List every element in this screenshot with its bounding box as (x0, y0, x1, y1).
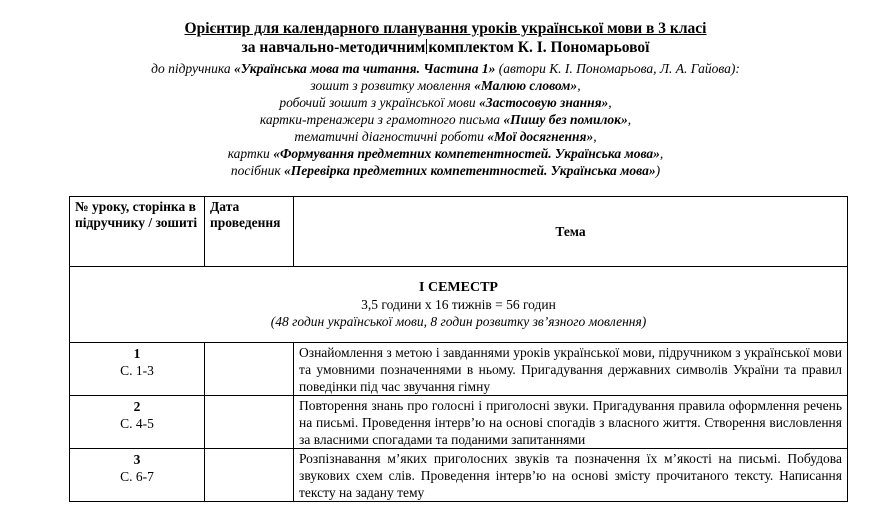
material-title: «Застосовую знання» (478, 95, 609, 110)
lesson-theme: Ознайомлення з метою і завданнями уроків української мови, підручником з української мови та умовними позначеннями в ньому. Пригадування державних символів України та правил поведінки під час звучання гімну (299, 345, 842, 394)
text: , (659, 146, 664, 161)
text: посібник (230, 163, 285, 178)
lesson-date-cell[interactable] (205, 449, 294, 502)
text: робочий зошит з української мови (279, 95, 479, 110)
semester-cell (70, 267, 848, 343)
text: , (577, 78, 581, 93)
text: зошит з розвитку мовлення (310, 78, 475, 93)
material-line (0, 146, 891, 162)
material-line (0, 129, 891, 145)
table-row (70, 343, 848, 396)
header-lesson-number: № уроку, сторінка в підручнику / зошиті (70, 197, 205, 267)
lesson-date-cell[interactable] (205, 396, 294, 449)
material-line (0, 78, 891, 94)
lesson-number: 1 (133, 346, 141, 361)
lesson-plan-table (69, 196, 848, 502)
document-subtitle (0, 39, 891, 57)
material-line (0, 163, 891, 179)
lesson-theme-cell (294, 343, 848, 396)
document-title: Орієнтир для календарного планування уроків української мови в 3 класі (184, 20, 707, 37)
lesson-theme: Повторення знань про голосні і приголосні звуки. Пригадування правила оформлення речень на письмі. Проведення інтерв’ю на основі спогадів з власного життя. Створення висловлення за власними спогадами та поданими запитаннями (299, 398, 842, 447)
lesson-number: 3 (133, 452, 141, 467)
semester-hours: 3,5 години х 16 тижнів = 56 годин (361, 297, 556, 312)
material-title: «Пишу без помилок» (503, 112, 628, 127)
subtitle-part-b: комплектом К. І. Пономарьової (428, 39, 650, 56)
text: , (593, 129, 597, 144)
text: тематичні діагностичні роботи (294, 129, 488, 144)
header-date: Дата проведення (205, 197, 294, 267)
semester-row (70, 267, 848, 343)
material-title: «Формування предметних компетентностей. Українська мова» (273, 146, 660, 161)
textbook-title: «Українська мова та читання. Частина 1» (233, 61, 496, 76)
material-line (0, 95, 891, 111)
lesson-number-cell (70, 396, 205, 449)
text: ) (655, 163, 661, 178)
semester-title: І СЕМЕСТР (419, 280, 498, 295)
table-row (70, 449, 848, 502)
lesson-theme-cell (294, 396, 848, 449)
semester-note: (48 годин української мови, 8 годин розвитку зв’язного мовлення) (270, 314, 647, 329)
material-title: «Малюю словом» (474, 78, 578, 93)
header-theme: Тема (294, 197, 848, 267)
material-line (0, 112, 891, 128)
text: картки (227, 146, 274, 161)
lesson-number: 2 (133, 399, 141, 414)
subtitle-part-a: за навчально-методичним (241, 39, 426, 56)
lesson-pages: С. 6-7 (120, 469, 154, 484)
lesson-number-cell (70, 449, 205, 502)
text: , (627, 112, 632, 127)
lesson-number-cell (70, 343, 205, 396)
lesson-theme: Розпізнавання м’яких приголосних звуків та позначення їх м’якості на письмі. Побудова звукових схем слів. Проведення інтерв’ю на основі змісту прочитаного тексту. Написання тексту на задану тему (299, 451, 842, 500)
lesson-date-cell[interactable] (205, 343, 294, 396)
text: (автори К. І. Пономарьова, Л. А. Гайова): (495, 61, 740, 76)
table-row (70, 396, 848, 449)
text: , (608, 95, 612, 110)
textbook-line (0, 61, 891, 77)
material-title: «Перевірка предметних компетентностей. Українська мова» (284, 163, 656, 178)
lesson-theme-cell (294, 449, 848, 502)
table-header-row (70, 197, 848, 267)
material-title: «Мої досягнення» (487, 129, 594, 144)
lesson-pages: С. 1-3 (120, 363, 154, 378)
text: до підручника (151, 61, 234, 76)
lesson-pages: С. 4-5 (120, 416, 154, 431)
text: картки-тренажери з грамотного письма (259, 112, 504, 127)
